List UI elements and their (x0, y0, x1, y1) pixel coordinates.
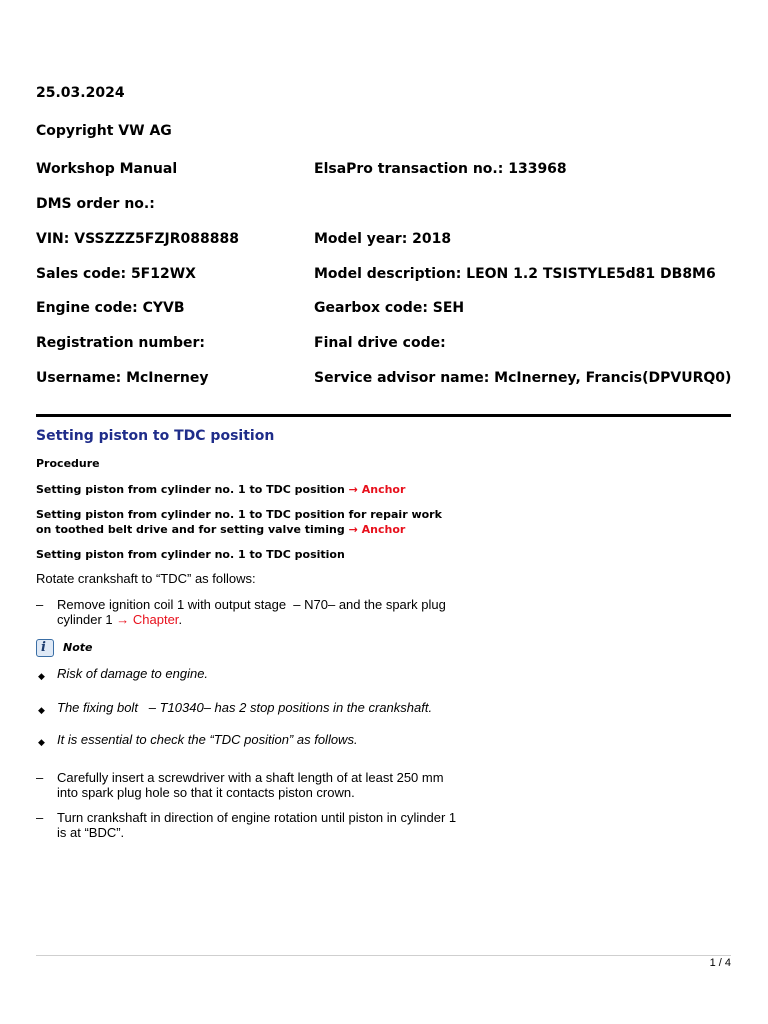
intro-text: Rotate crankshaft to “TDC” as follows: (36, 571, 256, 586)
header-row-engine (36, 298, 732, 318)
arrow-icon: → (348, 523, 358, 536)
procedure-link-2-text: Setting piston from cylinder no. 1 to TDC position for repair work on toothed belt drive and for setting valve timing (36, 508, 442, 536)
subheading: Setting piston from cylinder no. 1 to TDC position (36, 548, 345, 561)
workshop-manual-label: Workshop Manual (36, 161, 178, 177)
info-icon (36, 639, 54, 657)
engine-code: Engine code: CYVB (36, 300, 185, 316)
step-text (57, 597, 457, 627)
gearbox-code: Gearbox code: SEH (314, 300, 465, 316)
footer-divider (36, 955, 731, 956)
vin: VIN: VSSZZZ5FZJR088888 (36, 231, 239, 247)
step-2-text: Carefully insert a screwdriver with a shaft length of at least 250 mm into spark plug hole so that it contacts piston crown. (57, 770, 444, 800)
dash-marker: – (36, 597, 44, 612)
elsapro-transaction: ElsaPro transaction no.: 133968 (314, 161, 567, 177)
procedure-link-1-text: Setting piston from cylinder no. 1 to TDC position (36, 483, 345, 496)
diamond-bullet-icon: ◆ (38, 737, 45, 747)
model-description: Model description: LEON 1.2 TSISTYLE5d81 DB8M6 (314, 266, 716, 282)
dash-marker: – (36, 810, 44, 825)
header-row-sales (36, 264, 732, 284)
header-row-manual (36, 159, 732, 179)
page-number: 1 / 4 (709, 957, 731, 969)
step-1-end: . (178, 612, 183, 627)
chapter-link[interactable]: Chapter (132, 612, 179, 627)
header-divider (36, 414, 731, 417)
arrow-icon: → (348, 483, 358, 496)
header-row-date (36, 83, 732, 103)
dash-marker: – (36, 770, 44, 785)
dms-order: DMS order no.: (36, 196, 155, 212)
final-drive-code: Final drive code: (314, 335, 446, 351)
diamond-bullet-icon: ◆ (38, 705, 45, 715)
print-date: 25.03.2024 (36, 85, 125, 101)
header-row-dms (36, 194, 732, 214)
note-text: It is essential to check the “TDC position” as follows. (57, 732, 358, 747)
procedure-link-2 (36, 507, 456, 537)
anchor-link-1[interactable]: Anchor (361, 483, 406, 496)
arrow-icon: → (116, 612, 130, 627)
anchor-link-2[interactable]: Anchor (361, 523, 406, 536)
note-text: Risk of damage to engine. (57, 666, 209, 681)
step-1-text: Remove ignition coil 1 with output stage – N70– and the spark plug cylinder 1 (57, 597, 446, 627)
header-row-username (36, 368, 732, 388)
service-advisor: Service advisor name: McInerney, Francis(DPVURQ0) (314, 370, 732, 386)
info-icon-glyph: i (41, 640, 46, 655)
note-text: The fixing bolt – T10340– has 2 stop positions in the crankshaft. (57, 700, 433, 715)
procedure-link-1 (36, 482, 456, 497)
step-3-text: Turn crankshaft in direction of engine rotation until piston in cylinder 1 is at “BDC”. (57, 810, 457, 840)
registration-number: Registration number: (36, 335, 205, 351)
section-title: Setting piston to TDC position (36, 428, 275, 444)
diamond-bullet-icon: ◆ (38, 671, 45, 681)
model-year: Model year: 2018 (314, 231, 452, 247)
header-row-registration (36, 333, 732, 353)
sales-code: Sales code: 5F12WX (36, 266, 196, 282)
note-label: Note (63, 641, 93, 654)
username: Username: McInerney (36, 370, 209, 386)
header-row-copyright (36, 121, 732, 141)
procedure-heading: Procedure (36, 457, 100, 470)
header-row-vin (36, 229, 732, 249)
copyright: Copyright VW AG (36, 123, 172, 139)
